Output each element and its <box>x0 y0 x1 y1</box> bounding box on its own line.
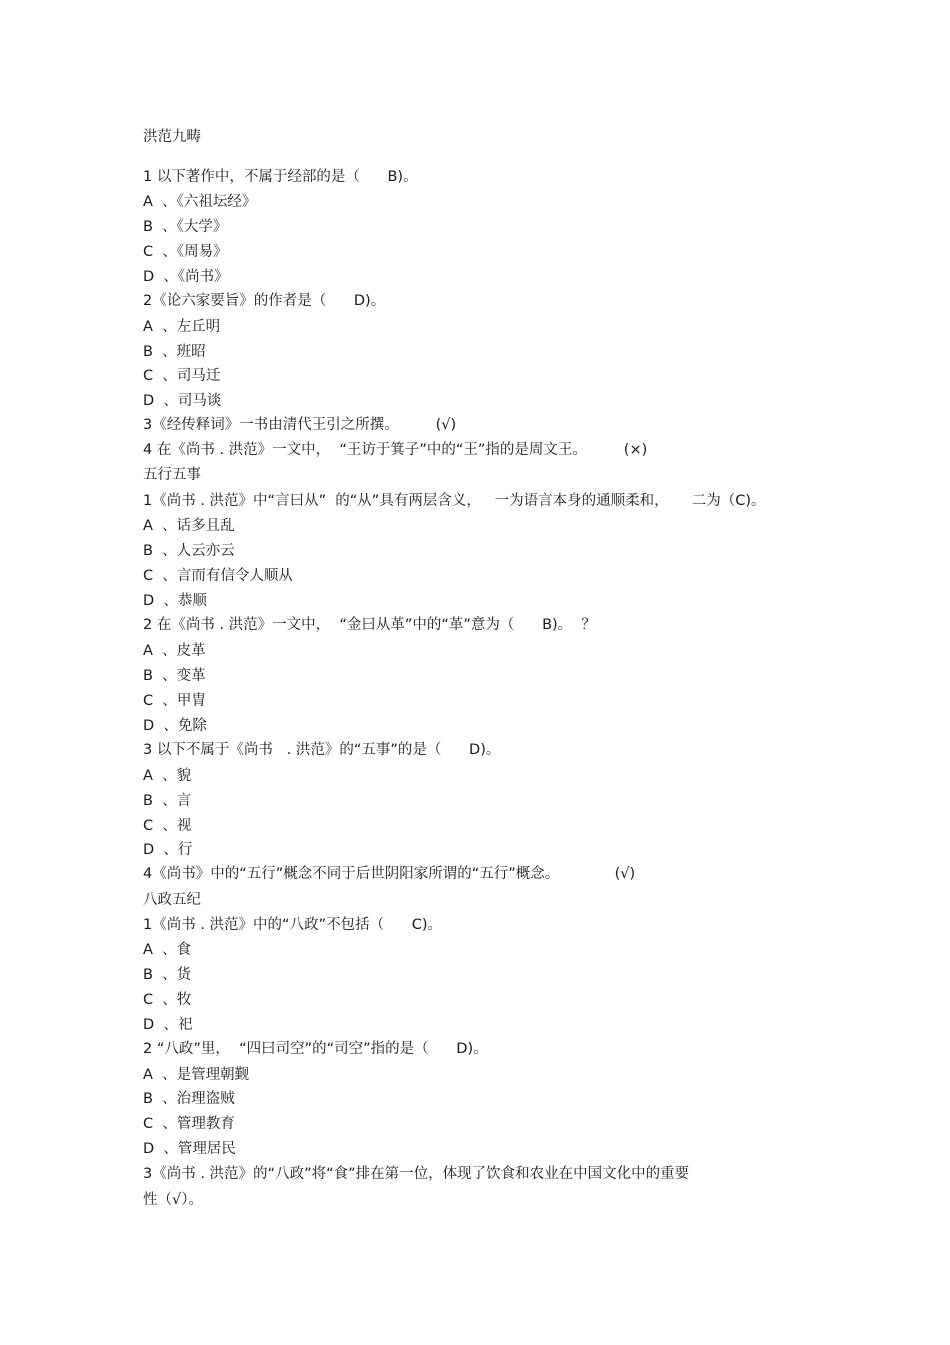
question: 3《尚书 . 洪范》的“八政”将“食”排在第一位，体现了饮食和农业在中国文化中的重要 <box>143 1166 690 1182</box>
option: A 、左丘明 <box>143 319 221 335</box>
option: A 、《六祖坛经》 <box>143 194 257 210</box>
option: D 、管理居民 <box>143 1141 236 1157</box>
option: D 、《尚书》 <box>143 269 229 285</box>
question: 2 “八政”里， “四曰司空”的“司空”指的是（ D)。 <box>143 1041 488 1057</box>
option: C 、《周易》 <box>143 244 228 260</box>
question: 2 在《尚书 . 洪范》一文中， “金曰从革”中的“革”意为（ B)。 ？ <box>143 617 596 633</box>
option: D 、行 <box>143 842 193 858</box>
option: D 、免除 <box>143 718 207 734</box>
option: B 、变革 <box>143 668 206 684</box>
option: A 、貌 <box>143 768 192 784</box>
option: C 、甲胄 <box>143 693 206 709</box>
option: D 、祀 <box>143 1017 193 1033</box>
option: B 、人云亦云 <box>143 543 235 559</box>
section-heading: 洪范九畴 <box>143 129 201 145</box>
option: C 、言而有信令人顺从 <box>143 568 293 584</box>
option: B 、班昭 <box>143 344 206 360</box>
option: B 、货 <box>143 967 192 983</box>
question: 2《论六家要旨》的作者是（ D)。 <box>143 293 386 309</box>
section-heading: 五行五事 <box>143 467 201 483</box>
question: 3《经传释词》一书由清代王引之所撰。 (√) <box>143 417 457 433</box>
option: D 、司马谈 <box>143 393 222 409</box>
option: C 、视 <box>143 818 192 834</box>
option: C 、牧 <box>143 992 192 1008</box>
option: B 、《大学》 <box>143 219 228 235</box>
option: A 、皮革 <box>143 643 206 659</box>
question: 1《尚书 . 洪范》中“言曰从” 的“从”具有两层含义， 一为语言本身的通顺柔和， 二为（C)。 <box>143 493 766 509</box>
question: 4 在《尚书 . 洪范》一文中， “王访于箕子”中的“王”指的是周文王。 (×) <box>143 442 648 458</box>
question: 1《尚书 . 洪范》中的“八政”不包括（ C)。 <box>143 917 443 933</box>
section-heading: 八政五纪 <box>143 892 201 908</box>
option: C 、管理教育 <box>143 1116 235 1132</box>
option: B 、言 <box>143 793 192 809</box>
option: C 、司马迁 <box>143 368 221 384</box>
option: A 、食 <box>143 942 192 958</box>
option: B 、治理盗贼 <box>143 1091 235 1107</box>
option: D 、恭顺 <box>143 593 207 609</box>
option: A 、话多且乱 <box>143 518 235 534</box>
question-continuation: 性（√）。 <box>143 1192 203 1208</box>
question: 3 以下不属于《尚书 . 洪范》的“五事”的是（ D)。 <box>143 742 501 758</box>
question: 1 以下著作中，不属于经部的是（ B)。 <box>143 169 418 185</box>
question: 4《尚书》中的“五行”概念不同于后世阴阳家所谓的“五行”概念。 (√) <box>143 866 636 882</box>
option: A 、是管理朝觐 <box>143 1067 250 1083</box>
